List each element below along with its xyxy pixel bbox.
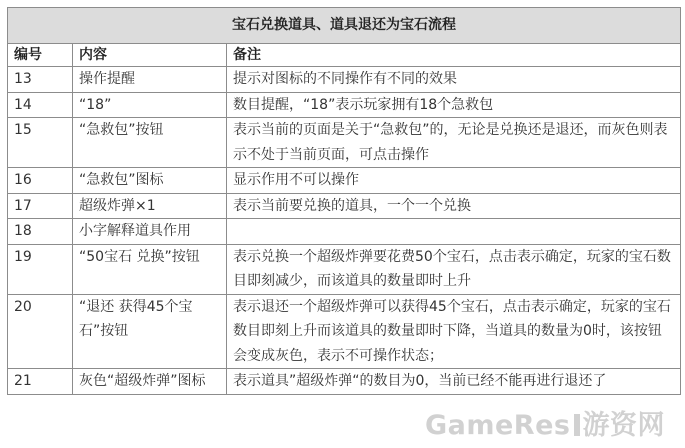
table-row (8, 67, 681, 93)
row-number: 14 (8, 92, 73, 118)
row-number: 16 (8, 168, 73, 194)
row-note: 显示作用不可以操作 (227, 168, 681, 194)
row-note: 表示当前的页面是关于“急救包”的，无论是兑换还是退还，而灰色则表示不处于当前页面，可点击操作 (227, 118, 681, 168)
table-row (8, 219, 681, 245)
row-number: 21 (8, 369, 73, 395)
table-row (8, 193, 681, 219)
row-content: “急救包”图标 (73, 168, 227, 194)
gameres-watermark (425, 403, 665, 442)
row-content: “急救包”按钮 (73, 118, 227, 168)
watermark-right-text: 游资网 (582, 410, 665, 441)
column-header-content: 内容 (73, 44, 227, 67)
table-row (8, 168, 681, 194)
row-content: “50宝石 兑换”按钮 (73, 244, 227, 294)
row-note: 表示当前要兑换的道具，一个一个兑换 (227, 193, 681, 219)
table-row (8, 294, 681, 369)
row-number: 15 (8, 118, 73, 168)
process-table (7, 7, 681, 395)
watermark-separator (574, 414, 580, 436)
row-number: 18 (8, 219, 73, 245)
row-content: 灰色“超级炸弹”图标 (73, 369, 227, 395)
row-note: 表示兑换一个超级炸弹要花费50个宝石，点击表示确定，玩家的宝石数目即刻减少，而该道具的数量即时上升 (227, 244, 681, 294)
row-note (227, 219, 681, 245)
row-note: 提示对图标的不同操作有不同的效果 (227, 67, 681, 93)
row-number: 17 (8, 193, 73, 219)
table-row (8, 244, 681, 294)
row-content: 小字解释道具作用 (73, 219, 227, 245)
watermark-left-text: GameRes (424, 410, 571, 441)
row-content: “18” (73, 92, 227, 118)
table-row (8, 118, 681, 168)
row-content: 超级炸弹×1 (73, 193, 227, 219)
row-number: 19 (8, 244, 73, 294)
row-note: 表示退还一个超级炸弹可以获得45个宝石，点击表示确定，玩家的宝石数目即刻上升而该道具的数量即时下降，当道具的数量为0时，该按钮会变成灰色，表示不可操作状态； (227, 294, 681, 369)
row-number: 13 (8, 67, 73, 93)
row-note: 数目提醒，“18”表示玩家拥有18个急救包 (227, 92, 681, 118)
table-header-row (8, 44, 681, 67)
column-header-number: 编号 (8, 44, 73, 67)
table-title: 宝石兑换道具、道具退还为宝石流程 (8, 8, 681, 44)
row-note: 表示道具”超级炸弹“的数目为0，当前已经不能再进行退还了 (227, 369, 681, 395)
table-row (8, 92, 681, 118)
row-content: 操作提醒 (73, 67, 227, 93)
column-header-note: 备注 (227, 44, 681, 67)
table-row (8, 369, 681, 395)
row-number: 20 (8, 294, 73, 369)
row-content: “退还 获得45个宝石”按钮 (73, 294, 227, 369)
